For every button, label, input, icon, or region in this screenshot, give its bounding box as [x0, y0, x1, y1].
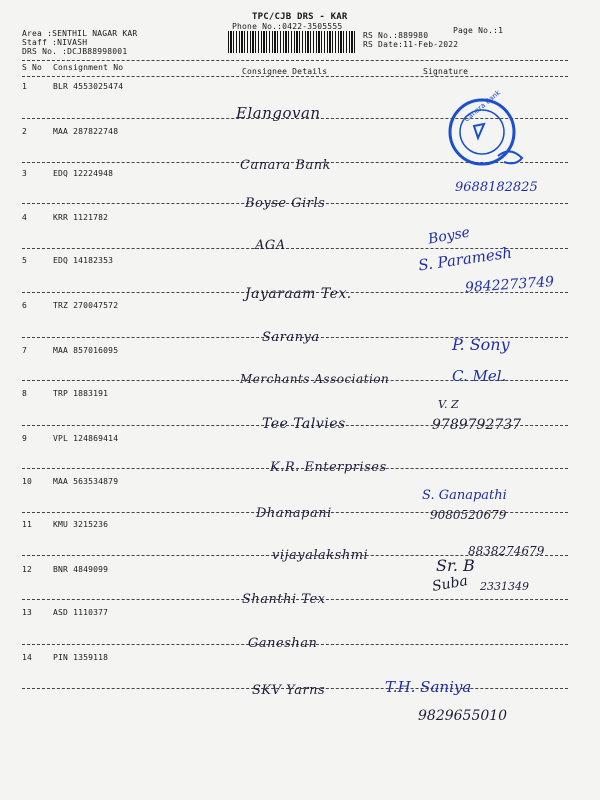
row-sno: 9	[22, 434, 28, 443]
row-consignment: ASD 1110377	[53, 608, 109, 617]
row-sno: 5	[22, 256, 28, 265]
row-consignment: EDQ 12224948	[53, 169, 114, 178]
header-divider-top	[22, 60, 568, 61]
rs-date: RS Date:11-Feb-2022	[363, 40, 459, 49]
handwritten-phone: 9789792737	[432, 417, 522, 433]
row-sno: 14	[22, 653, 33, 662]
handwritten-phone: 8838274679	[468, 544, 545, 558]
phone-number: Phone No.:0422-3505555	[232, 22, 343, 31]
handwritten-consignee-name: Dhanapani	[256, 506, 332, 521]
document-title: TPC/CJB DRS - KAR	[252, 12, 348, 22]
row-consignment: TRZ 270047572	[53, 301, 119, 310]
handwritten-consignee-name: Elangovan	[236, 104, 321, 122]
handwritten-phone: 9688182825	[455, 180, 538, 195]
handwritten-signature: S. Ganapathi	[422, 488, 507, 503]
row-sno: 10	[22, 477, 33, 486]
row-consignment: EDQ 14182353	[53, 256, 114, 265]
row-consignment: MAA 563534879	[53, 477, 119, 486]
handwritten-signature: P. Sony	[452, 335, 510, 354]
handwritten-signature: S. Paramesh	[417, 243, 514, 275]
rs-number: RS No.:889980	[363, 31, 429, 40]
row-consignment: PIN 1359118	[53, 653, 109, 662]
handwritten-consignee-name: Shanthi Tex	[242, 592, 326, 607]
row-sno: 4	[22, 213, 28, 222]
row-sno: 13	[22, 608, 33, 617]
handwritten-phone: 9080520679	[430, 508, 507, 522]
handwritten-consignee-name: Jayaraam Tex.	[245, 286, 352, 302]
handwritten-consignee-name: Boyse Girls	[245, 196, 326, 211]
row-consignment: BLR 4553025474	[53, 82, 124, 91]
row-consignment: KMU 3215236	[53, 520, 109, 529]
handwritten-signature: C. Mel.	[452, 367, 507, 385]
row-consignment: MAA 287822748	[53, 127, 119, 136]
row-sno: 12	[22, 565, 33, 574]
row-sno: 3	[22, 169, 28, 178]
handwritten-signature: Boyse	[426, 224, 472, 248]
handwritten-phone: 9842273749	[464, 273, 555, 297]
handwritten-consignee-name: vijayalakshmi	[272, 548, 369, 563]
row-consignment: MAA 857016095	[53, 346, 119, 355]
drs-number: DRS No. :DCJB88998001	[22, 47, 128, 56]
page-number: Page No.:1	[453, 26, 504, 35]
stamp-text: Canara Bank	[462, 88, 503, 124]
row-sno: 11	[22, 520, 33, 529]
handwritten-consignee-name: Saranya	[262, 330, 320, 345]
column-header-consignee: Consignee Details	[242, 67, 328, 76]
handwritten-signature: Suba	[430, 573, 470, 595]
row-consignment: VPL 124869414	[53, 434, 119, 443]
header-divider-bottom	[22, 76, 568, 77]
handwritten-consignee-name: Canara Bank	[240, 158, 331, 173]
row-sno: 7	[22, 346, 28, 355]
handwritten-consignee-name: K.R. Enterprises	[270, 460, 387, 475]
row-sno: 8	[22, 389, 28, 398]
handwritten-consignee-name: SKV Yarns	[252, 683, 326, 698]
row-consignment: TRP 1883191	[53, 389, 109, 398]
handwritten-consignee-name: AGA	[255, 238, 286, 253]
column-header-sno: S No	[22, 63, 43, 72]
area-label: Area :SENTHIL NAGAR KAR	[22, 29, 138, 38]
column-header-signature: Signature	[423, 67, 469, 76]
handwritten-phone: 9829655010	[418, 708, 508, 724]
handwritten-signature: Sr. B	[436, 556, 475, 575]
row-sno: 2	[22, 127, 28, 136]
row-consignment: KRR 1121782	[53, 213, 109, 222]
staff-label: Staff :NIVASH	[22, 38, 88, 47]
row-sno: 6	[22, 301, 28, 310]
bank-stamp	[438, 88, 534, 174]
column-header-consignment: Consignment No	[53, 63, 124, 72]
row-consignment: BNR 4849099	[53, 565, 109, 574]
handwritten-signature: T.H. Saniya	[385, 678, 472, 696]
row-sno: 1	[22, 82, 28, 91]
handwritten-consignee-name: Merchants Association	[240, 372, 390, 386]
handwritten-phone: 2331349	[480, 580, 529, 593]
handwritten-signature: V. Z	[438, 398, 459, 411]
handwritten-consignee-name: Tee Talvies	[262, 416, 346, 432]
handwritten-consignee-name: Ganeshan	[248, 636, 318, 651]
barcode	[228, 31, 356, 53]
